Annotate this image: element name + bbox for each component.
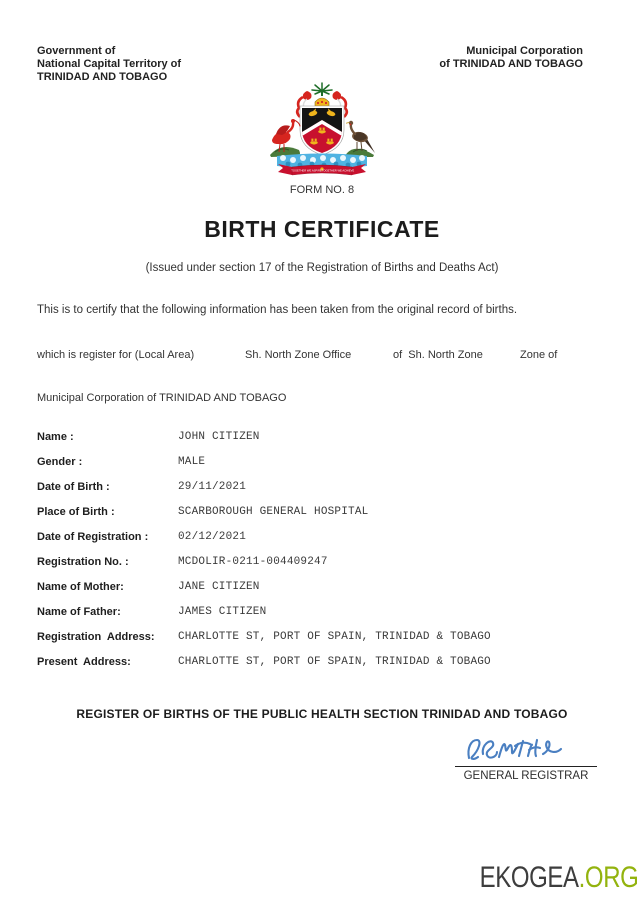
field-value: JAMES CITIZEN bbox=[178, 605, 267, 618]
motto-right-text: TOGETHER WE ACHIEVE bbox=[321, 169, 355, 173]
header-line: Government of bbox=[37, 45, 116, 57]
title-subtext: (Issued under section 17 of the Registration of Births and Deaths Act) bbox=[145, 262, 499, 274]
field-value: SCARBOROUGH GENERAL HOSPITAL bbox=[178, 505, 369, 518]
register-of-births-statement: REGISTER OF BIRTHS OF THE PUBLIC HEALTH SECTION TRINIDAD AND TOBAGO bbox=[76, 707, 568, 721]
certificate-fields bbox=[37, 424, 607, 674]
field-row-present-address bbox=[37, 649, 607, 674]
header-line: of TRINIDAD AND TOBAGO bbox=[439, 58, 583, 70]
field-label: Gender : bbox=[37, 455, 83, 468]
field-value: CHARLOTTE ST, PORT OF SPAIN, TRINIDAD & TOBAGO bbox=[178, 655, 491, 668]
header-government-block bbox=[37, 45, 181, 84]
field-label: Name of Mother: bbox=[37, 580, 124, 593]
register-zone-of-label: Zone of bbox=[520, 349, 558, 361]
header-line: Municipal Corporation bbox=[466, 45, 583, 57]
field-value: CHARLOTTE ST, PORT OF SPAIN, TRINIDAD & TOBAGO bbox=[178, 630, 491, 643]
field-row-place-of-birth bbox=[37, 499, 607, 524]
watermark-name: EKOGEA bbox=[479, 861, 579, 894]
register-zone-value: of Sh. North Zone bbox=[393, 349, 483, 361]
field-value: MALE bbox=[178, 455, 206, 468]
field-label: Present Address: bbox=[37, 655, 131, 668]
field-row-date-of-birth bbox=[37, 474, 607, 499]
signature-line bbox=[455, 766, 597, 767]
coat-of-arms bbox=[261, 82, 383, 187]
field-row-gender bbox=[37, 449, 607, 474]
watermark-tld: .ORG bbox=[578, 861, 638, 894]
field-label: Place of Birth : bbox=[37, 505, 115, 518]
field-row-mother-name bbox=[37, 574, 607, 599]
field-label: Date of Birth : bbox=[37, 480, 110, 493]
field-row-registration-address bbox=[37, 624, 607, 649]
field-label: Date of Registration : bbox=[37, 530, 149, 543]
field-value: 29/11/2021 bbox=[178, 480, 247, 493]
cocrico-bird-icon bbox=[346, 121, 375, 153]
field-value: JOHN CITIZEN bbox=[178, 430, 260, 443]
field-row-father-name bbox=[37, 599, 607, 624]
field-row-name bbox=[37, 424, 607, 449]
register-office-value: Sh. North Zone Office bbox=[245, 349, 352, 361]
field-label: Name : bbox=[37, 430, 74, 443]
page-title: BIRTH CERTIFICATE bbox=[204, 216, 440, 242]
register-line-label: which is register for (Local Area) bbox=[37, 349, 195, 361]
field-row-date-of-registration bbox=[37, 524, 607, 549]
signature-title: GENERAL REGISTRAR bbox=[463, 770, 589, 782]
field-label: Registration Address: bbox=[37, 630, 155, 643]
signature-scribble-icon bbox=[462, 733, 567, 766]
form-number: FORM NO. 8 bbox=[289, 184, 355, 196]
header-line: TRINIDAD AND TOBAGO bbox=[37, 71, 168, 83]
register-corporation-line: Municipal Corporation of TRINIDAD AND TOBAGO bbox=[37, 392, 287, 404]
register-zone-line bbox=[37, 349, 607, 365]
field-row-registration-no bbox=[37, 549, 607, 574]
header-municipal-block bbox=[439, 45, 583, 71]
header-line: National Capital Territory of bbox=[37, 58, 182, 70]
ekogea-watermark bbox=[479, 861, 638, 895]
field-value: MCDOLIR-0211-004409247 bbox=[178, 555, 328, 568]
field-value: 02/12/2021 bbox=[178, 530, 247, 543]
field-label: Name of Father: bbox=[37, 605, 121, 618]
crown bbox=[315, 98, 329, 106]
palm-crest bbox=[312, 83, 332, 96]
motto-left-text: TOGETHER WE ASPIRE bbox=[291, 169, 322, 173]
shield bbox=[300, 106, 344, 155]
certify-statement: This is to certify that the following information has been taken from the original record of births. bbox=[37, 304, 518, 316]
field-label: Registration No. : bbox=[37, 555, 129, 568]
trinidad-tobago-crest-icon bbox=[261, 82, 383, 182]
field-value: JANE CITIZEN bbox=[178, 580, 260, 593]
